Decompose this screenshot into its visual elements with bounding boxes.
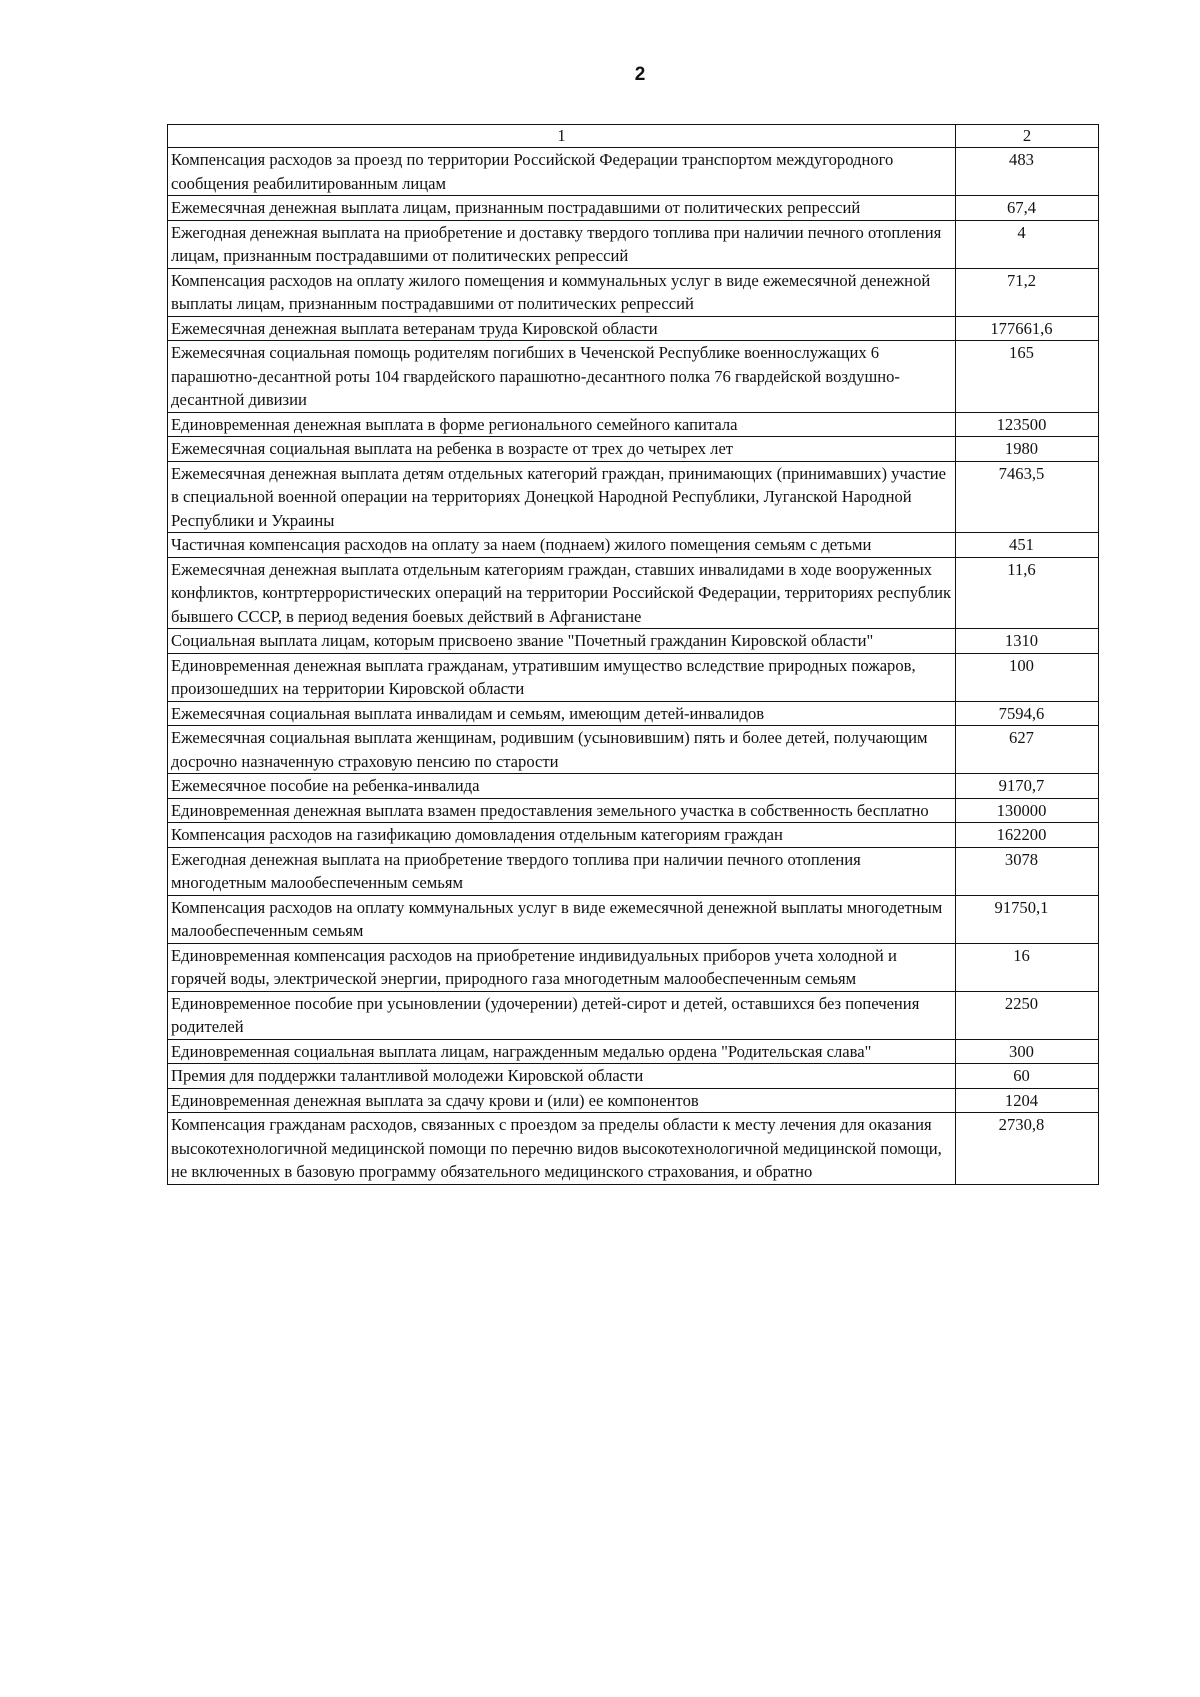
row-name: Ежегодная денежная выплата на приобретение твердого топлива при наличии печного отопления многодетным малообеспеченным семьям	[168, 847, 956, 895]
table-row	[168, 653, 1099, 701]
row-value: 67,4	[956, 196, 1099, 221]
table-row	[168, 847, 1099, 895]
row-value: 123500	[956, 412, 1099, 437]
page-number: 2	[634, 64, 646, 85]
row-value: 91750,1	[956, 895, 1099, 943]
row-name: Ежегодная денежная выплата на приобретение и доставку твердого топлива при наличии печного отопления лицам, признанным пострадавшими от политических репрессий	[168, 220, 956, 268]
row-name: Социальная выплата лицам, которым присвоено звание "Почетный гражданин Кировской области"	[168, 629, 956, 654]
row-name: Единовременная социальная выплата лицам, награжденным медалью ордена "Родительская слава"	[168, 1039, 956, 1064]
row-value: 9170,7	[956, 774, 1099, 799]
row-name: Компенсация гражданам расходов, связанных с проездом за пределы области к месту лечения для оказания высокотехнологичной медицинской помощи по перечню видов высокотехнологичной медицинской помощи, не включенных в базовую программу обязательного медицинского страхования, и обратно	[168, 1113, 956, 1185]
row-name: Ежемесячная социальная помощь родителям погибших в Чеченской Республике военнослужащих 6 парашютно-десантной роты 104 гвардейского парашютно-десантного полка 76 гвардейской воздушно-десантной дивизии	[168, 341, 956, 413]
row-name: Единовременная денежная выплата гражданам, утратившим имущество вследствие природных пожаров, произошедших на территории Кировской области	[168, 653, 956, 701]
row-value: 627	[956, 726, 1099, 774]
row-value: 300	[956, 1039, 1099, 1064]
table-row	[168, 557, 1099, 629]
row-name: Ежемесячная социальная выплата инвалидам и семьям, имеющим детей-инвалидов	[168, 701, 956, 726]
row-name: Единовременная денежная выплата взамен предоставления земельного участка в собственность бесплатно	[168, 798, 956, 823]
budget-table	[167, 124, 1099, 1185]
row-name: Единовременная денежная выплата в форме регионального семейного капитала	[168, 412, 956, 437]
row-name: Ежемесячная денежная выплата лицам, признанным пострадавшими от политических репрессий	[168, 196, 956, 221]
row-value: 483	[956, 148, 1099, 196]
table-row	[168, 895, 1099, 943]
table-row	[168, 437, 1099, 462]
table-row	[168, 1113, 1099, 1185]
row-value: 11,6	[956, 557, 1099, 629]
row-value: 1980	[956, 437, 1099, 462]
row-value: 2730,8	[956, 1113, 1099, 1185]
row-value: 3078	[956, 847, 1099, 895]
table-row	[168, 629, 1099, 654]
table-row	[168, 412, 1099, 437]
row-name: Ежемесячное пособие на ребенка-инвалида	[168, 774, 956, 799]
table-row	[168, 461, 1099, 533]
row-value: 7594,6	[956, 701, 1099, 726]
row-name: Единовременное пособие при усыновлении (удочерении) детей-сирот и детей, оставшихся без попечения родителей	[168, 991, 956, 1039]
table-row	[168, 991, 1099, 1039]
row-name: Премия для поддержки талантливой молодежи Кировской области	[168, 1064, 956, 1089]
row-name: Ежемесячная денежная выплата отдельным категориям граждан, ставших инвалидами в ходе вооруженных конфликтов, контртеррористических операций на территории Российской Федерации, территориях республик бывшего СССР, в период ведения боевых действий в Афганистане	[168, 557, 956, 629]
row-value: 177661,6	[956, 316, 1099, 341]
table-row	[168, 823, 1099, 848]
row-value: 7463,5	[956, 461, 1099, 533]
row-name: Ежемесячная социальная выплата на ребенка в возрасте от трех до четырех лет	[168, 437, 956, 462]
table-row	[168, 774, 1099, 799]
table-row	[168, 220, 1099, 268]
row-value: 1310	[956, 629, 1099, 654]
row-value: 162200	[956, 823, 1099, 848]
row-value: 16	[956, 943, 1099, 991]
row-name: Компенсация расходов на газификацию домовладения отдельным категориям граждан	[168, 823, 956, 848]
table-row	[168, 1088, 1099, 1113]
row-value: 4	[956, 220, 1099, 268]
row-value: 100	[956, 653, 1099, 701]
table-row	[168, 726, 1099, 774]
table-row	[168, 943, 1099, 991]
row-name: Ежемесячная денежная выплата ветеранам труда Кировской области	[168, 316, 956, 341]
row-name: Компенсация расходов на оплату жилого помещения и коммунальных услуг в виде ежемесячной денежной выплаты лицам, признанным пострадавшими от политических репрессий	[168, 268, 956, 316]
row-name: Ежемесячная социальная выплата женщинам, родившим (усыновившим) пять и более детей, получающим досрочно назначенную страховую пенсию по старости	[168, 726, 956, 774]
row-name: Компенсация расходов на оплату коммунальных услуг в виде ежемесячной денежной выплаты многодетным малообеспеченным семьям	[168, 895, 956, 943]
table-row	[168, 798, 1099, 823]
row-value: 71,2	[956, 268, 1099, 316]
table-row	[168, 1039, 1099, 1064]
row-name: Ежемесячная денежная выплата детям отдельных категорий граждан, принимающих (принимавших) участие в специальной военной операции на территориях Донецкой Народной Республики, Луганской Народной Республики и Украины	[168, 461, 956, 533]
table-row	[168, 1064, 1099, 1089]
row-name: Единовременная компенсация расходов на приобретение индивидуальных приборов учета холодной и горячей воды, электрической энергии, природного газа многодетным малообеспеченным семьям	[168, 943, 956, 991]
row-value: 60	[956, 1064, 1099, 1089]
row-value: 130000	[956, 798, 1099, 823]
table-row	[168, 701, 1099, 726]
row-value: 1204	[956, 1088, 1099, 1113]
row-name: Частичная компенсация расходов на оплату за наем (поднаем) жилого помещения семьям с детьми	[168, 533, 956, 558]
table-row	[168, 341, 1099, 413]
table-header-row	[168, 125, 1099, 148]
row-value: 451	[956, 533, 1099, 558]
table-row	[168, 268, 1099, 316]
row-value: 165	[956, 341, 1099, 413]
table-row	[168, 316, 1099, 341]
table-row	[168, 533, 1099, 558]
row-value: 2250	[956, 991, 1099, 1039]
row-name: Компенсация расходов за проезд по территории Российской Федерации транспортом междугородного сообщения реабилитированным лицам	[168, 148, 956, 196]
table-row	[168, 148, 1099, 196]
row-name: Единовременная денежная выплата за сдачу крови и (или) ее компонентов	[168, 1088, 956, 1113]
table-row	[168, 196, 1099, 221]
column-header-2: 2	[956, 125, 1099, 148]
column-header-1: 1	[168, 125, 956, 148]
